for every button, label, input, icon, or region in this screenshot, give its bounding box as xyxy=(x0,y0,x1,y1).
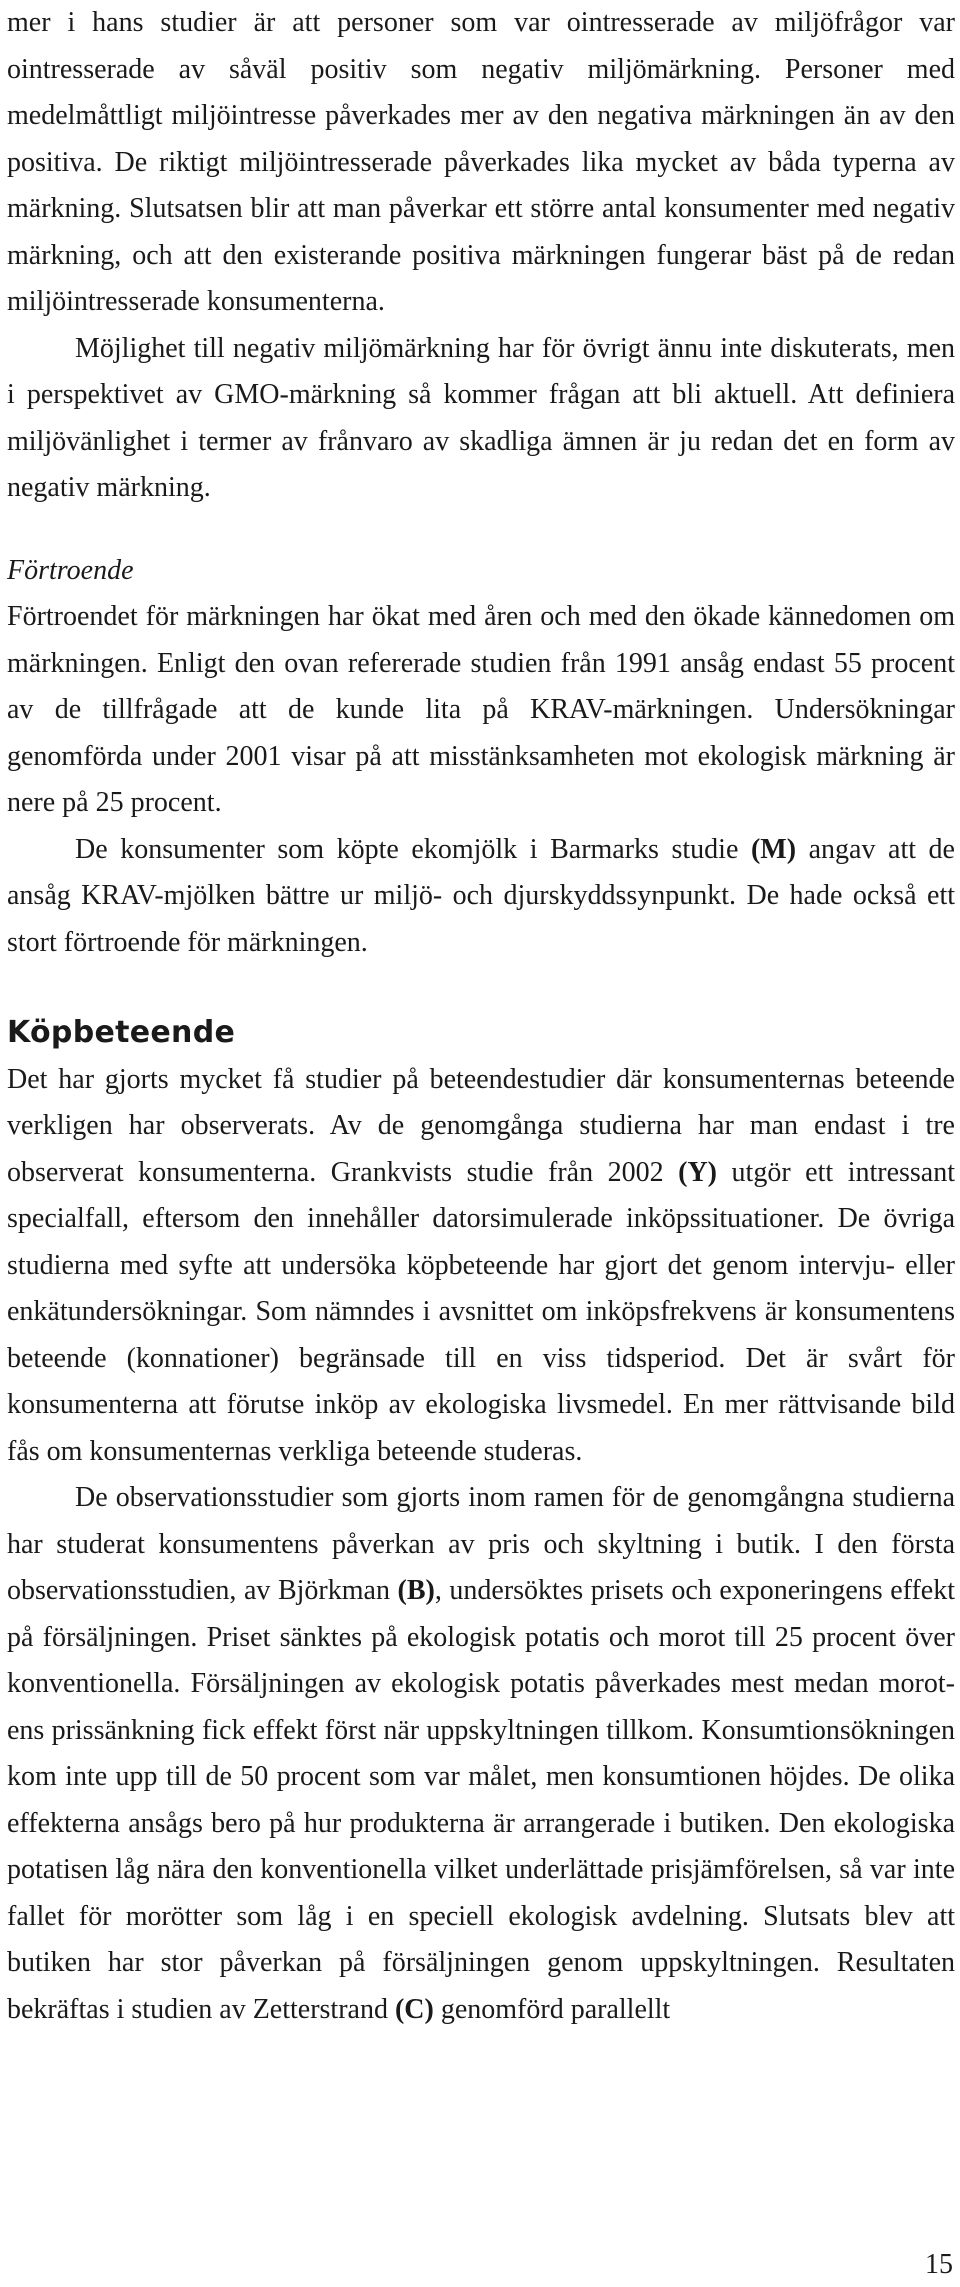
text-run: angav att de ansåg KRAV-mjölken bättre ur miljö- och djurskyddssynpunkt. De hade också ett stort förtroende för märkningen. xyxy=(7,833,955,958)
text-run: utgör ett intressant specialfall, eftersom den innehåller datorsimulerade inköpssituationer. De övriga studierna med syfte att undersöka köpbeteende har gjort det genom intervju- eller enkätundersökningar. Som nämndes i avsnittet om inköpsfrekvens är konsumentens beteende (konnationer) begränsade till en viss tidsperiod. Det är svårt för konsumenterna att förutse inköp av ekologiska livsmedel. En mer rättvisande bild fås om konsumenternas verkliga beteende studeras. xyxy=(7,1156,956,1467)
text-run: genomförd parallellt xyxy=(433,1993,671,2025)
section-spacer xyxy=(7,512,955,548)
section-heading-kopbeteende: Köpbeteende xyxy=(7,1015,236,1050)
page-number: 15 xyxy=(925,2249,953,2280)
paragraph-behaviour-studies xyxy=(7,1057,955,1476)
document-page xyxy=(7,0,955,2033)
text-run: De observationsstudier som gjorts inom ramen för de genomgångna studierna har studerat konsumentens påverkan av pris och skyltning i butik. I den första observationsstudien, av Björkman xyxy=(7,1482,955,1606)
reference-marker: (Y) xyxy=(678,1156,718,1188)
text-run: , undersöktes prisets och exponeringens effekt på försäljningen. Priset sänktes på ekologisk potatis och morot till 25 procent över konventionella. Försäljningen av ekologisk potatis påverkades mest medan morotens prissänkning fick effekt först när uppskyltningen tillkom. Konsumtionsökningen kom inte upp till de 50 procent som var målet, men konsumtionen höjdes. De olika effekterna ansågs bero på hur produkterna är arrangerade i butiken. Den ekologiska potatisen låg nära den konventionella vilket underlättade prisjämförelsen, så var inte fallet för morötter som låg i en speciell ekologisk avdelning. Slutsats blev att butiken har stor påverkan på försäljningen genom uppskyltningen. Resultaten bekräftas i studien av Zetterstrand xyxy=(7,1575,955,2025)
text-run: Det har gjorts mycket få studier på beteendestudier där konsumenternas beteende verkligen har observerats. Av de genomgånga studierna har man endast i tre observerat konsumenterna. Grankvists studie från 2002 xyxy=(7,1063,955,1188)
paragraph-trust-in-labelling: Förtroendet för märkningen har ökat med åren och med den ökade kännedomen om märkningen. Enligt den ovan refererade studien från 1991 ansåg endast 55 procent av de tillfrågade att de kunde lita på KRAV-märkningen. Undersökningar genomförda under 2001 visar på att misstänksamheten mot ekologisk märkning är nere på 25 procent. xyxy=(7,601,955,818)
section-spacer xyxy=(7,966,955,1010)
subheading-fortroende: Förtroende xyxy=(7,554,134,586)
paragraph-barmark-study xyxy=(7,827,955,967)
paragraph-environmental-labelling: mer i hans studier är att personer som var ointresserade av miljöfrågor var ointresserade av såväl positiv som negativ miljömärkning. Personer med medelmåttligt miljöintresse påverkades mer av den negativa märkningen än av den positiva. De riktigt miljöintresserade påverkades lika mycket av båda typerna av märkning. Slutsatsen blir att man påverkar ett större antal konsumenter med negativ märkning, och att den existerande positiva märkningen fungerar bäst på de redan miljöintresserade konsumenterna. xyxy=(7,7,955,317)
paragraph-negative-labelling: Möjlighet till negativ miljömärkning har för övrigt ännu inte diskuterats, men i perspektivet av GMO-märkning så kommer frågan att bli aktuell. Att definiera miljövänlighet i termer av frånvaro av skadliga ämnen är ju redan det en form av negativ märkning. xyxy=(7,332,955,503)
paragraph-observation-studies xyxy=(7,1475,955,2033)
reference-marker: (M) xyxy=(750,833,797,865)
text-run: De konsumenter som köpte ekomjölk i Barmarks studie xyxy=(75,833,751,865)
reference-marker: (B) xyxy=(397,1575,435,1606)
reference-marker: (C) xyxy=(394,1993,434,2025)
